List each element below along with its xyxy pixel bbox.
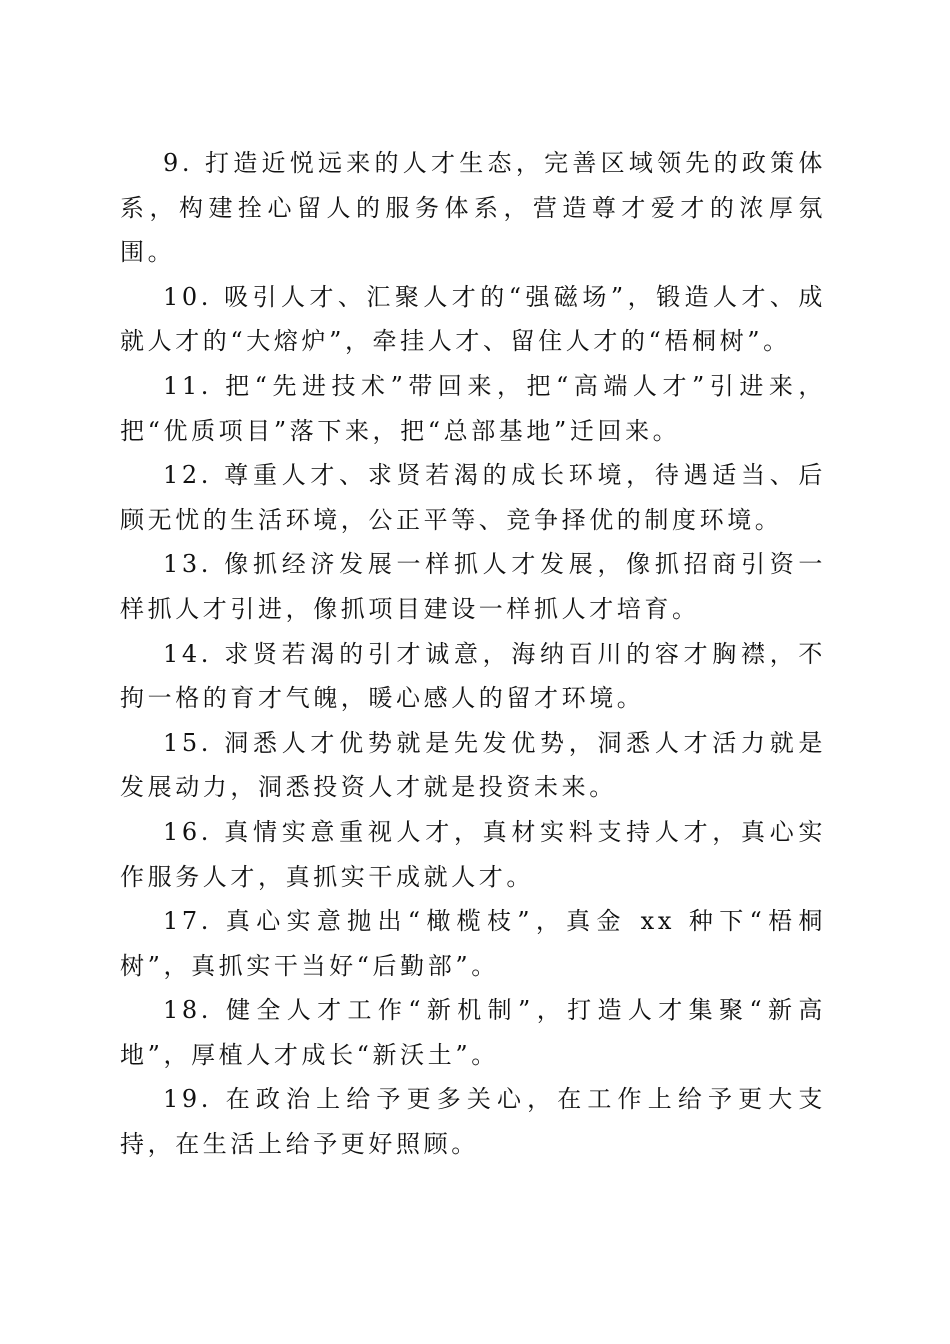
document-body [120, 141, 826, 1167]
paragraph-12: 12. 尊重人才、求贤若渴的成长环境，待遇适当、后顾无忧的生活环境，公正平等、竞争择优的制度环境。 [120, 461, 826, 534]
paragraph-13: 13. 像抓经济发展一样抓人才发展，像抓招商引资一样抓人才引进，像抓项目建设一样抓人才培育。 [120, 550, 826, 623]
paragraph-9: 9. 打造近悦远来的人才生态，完善区域领先的政策体系，构建拴心留人的服务体系，营造尊才爱才的浓厚氛围。 [120, 149, 826, 267]
paragraph-14: 14. 求贤若渴的引才诚意，海纳百川的容才胸襟，不拘一格的育才气魄，暖心感人的留才环境。 [120, 639, 826, 713]
paragraph-11: 11. 把“先进技术”带回来，把“高端人才”引进来，把“优质项目”落下来，把“总部基地”迁回来。 [120, 371, 826, 445]
paragraph-18: 18. 健全人才工作“新机制”，打造人才集聚“新高地”，厚植人才成长“新沃土”。 [120, 996, 826, 1069]
paragraph-17: 17. 真心实意抛出“橄榄枝”，真金 xx 种下“梧桐树”，真抓实干当好“后勤部”。 [120, 907, 826, 980]
paragraph-19: 19. 在政治上给予更多关心，在工作上给予更大支持，在生活上给予更好照顾。 [120, 1085, 826, 1159]
paragraph-16: 16. 真情实意重视人才，真材实料支持人才，真心实作服务人才，真抓实干成就人才。 [120, 817, 826, 891]
paragraph-15: 15. 洞悉人才优势就是先发优势，洞悉人才活力就是发展动力，洞悉投资人才就是投资未来。 [120, 728, 826, 802]
paragraph-10: 10. 吸引人才、汇聚人才的“强磁场”，锻造人才、成就人才的“大熔炉”，牵挂人才、留住人才的“梧桐树”。 [120, 282, 826, 356]
